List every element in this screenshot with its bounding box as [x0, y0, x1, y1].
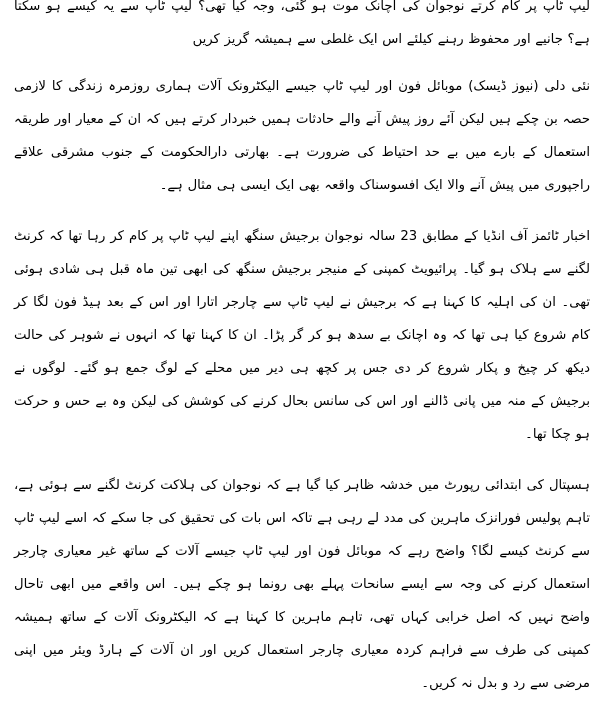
article-investigation-paragraph: ہسپتال کی ابتدائی رپورٹ میں خدشہ ظاہر کیا گیا ہے کہ نوجوان کی ہلاکت کرنٹ لگنے سے ہوئی ہے، تاہم پولیس فورانزک ماہرین کی مدد لے رہی ہے تاکہ اس بات کی تحقیق کی جا سکے کہ اسے لیپ ٹاپ سے کرنٹ کیسے لگا؟ واضح رہے کہ موبائل فون اور لیپ ٹاپ جیسے آلات کے ساتھ غیر معیاری چارجر استعمال کرنے کی وجہ سے ایسے سانحات پہلے بھی رونما ہو چکے ہیں۔ اس واقعے میں ابھی تاحال واضح نہیں کہ اصل خرابی کہاں تھی، تاہم ماہرین کا کہنا ہے کہ الیکٹرونک آلات کے ساتھ ہمیشہ کمپنی کی طرف سے فراہم کردہ معیاری چارجر استعمال کریں اور ان آلات کے ہارڈ ویئر میں اپنی مرضی سے رد و بدل نہ کریں۔ — [14, 478, 590, 691]
news-article — [14, 0, 590, 718]
article-intro-paragraph: نئی دلی (نیوز ڈیسک) موبائل فون اور لیپ ٹاپ جیسے الیکٹرونک آلات ہماری روزمرہ زندگی کا لازمی حصہ بن چکے ہیں لیکن آئے روز پیش آنے والے حادثات ہمیں خبردار کرتے ہیں کہ ان کے معیار اور طریقہ استعمال کے بارے میں بے حد احتیاط کی ضرورت ہے۔ بھارتی دارالحکومت کے جنوب مشرقی علاقے راجپوری میں پیش آنے والا ایک افسوسناک واقعہ بھی ایک ایسی ہی مثال ہے۔ — [14, 79, 590, 193]
article-headline-paragraph: لیپ ٹاپ پر کام کرتے نوجوان کی اچانک موت ہو گئی، وجہ کیا تھی؟ لیپ ٹاپ سے یہ کیسے ہو سکتا ہے؟ جانیے اور محفوظ رہنے کیلئے اس ایک غلطی سے ہمیشہ گریز کریں — [14, 0, 590, 47]
article-incident-paragraph: اخبار ٹائمز آف انڈیا کے مطابق 23 سالہ نوجوان برجیش سنگھ اپنے لیپ ٹاپ پر کام کر رہا تھا کہ کرنٹ لگنے سے ہلاک ہو گیا۔ پرائیویٹ کمپنی کے منیجر برجیش سنگھ کی ابھی تین ماہ قبل ہی شادی ہوئی تھی۔ ان کی اہلیہ کا کہنا ہے کہ برجیش نے لیپ ٹاپ سے چارجر اتارا اور اس کے بعد ہیڈ فون لگا کر کام شروع کیا ہی تھا کہ وہ اچانک بے سدھ ہو کر گر پڑا۔ ان کا کہنا تھا کہ انہوں نے شوہر کی حالت دیکھ کر چیخ و پکار شروع کر دی جس پر کچھ ہی دیر میں محلے کے لوگ جمع ہو گئے۔ لوگوں نے برجیش کے منہ میں پانی ڈالنے اور اس کی سانس بحال کرنے کی کوشش کی لیکن وہ بے حس و حرکت ہو چکا تھا۔ — [14, 229, 590, 442]
